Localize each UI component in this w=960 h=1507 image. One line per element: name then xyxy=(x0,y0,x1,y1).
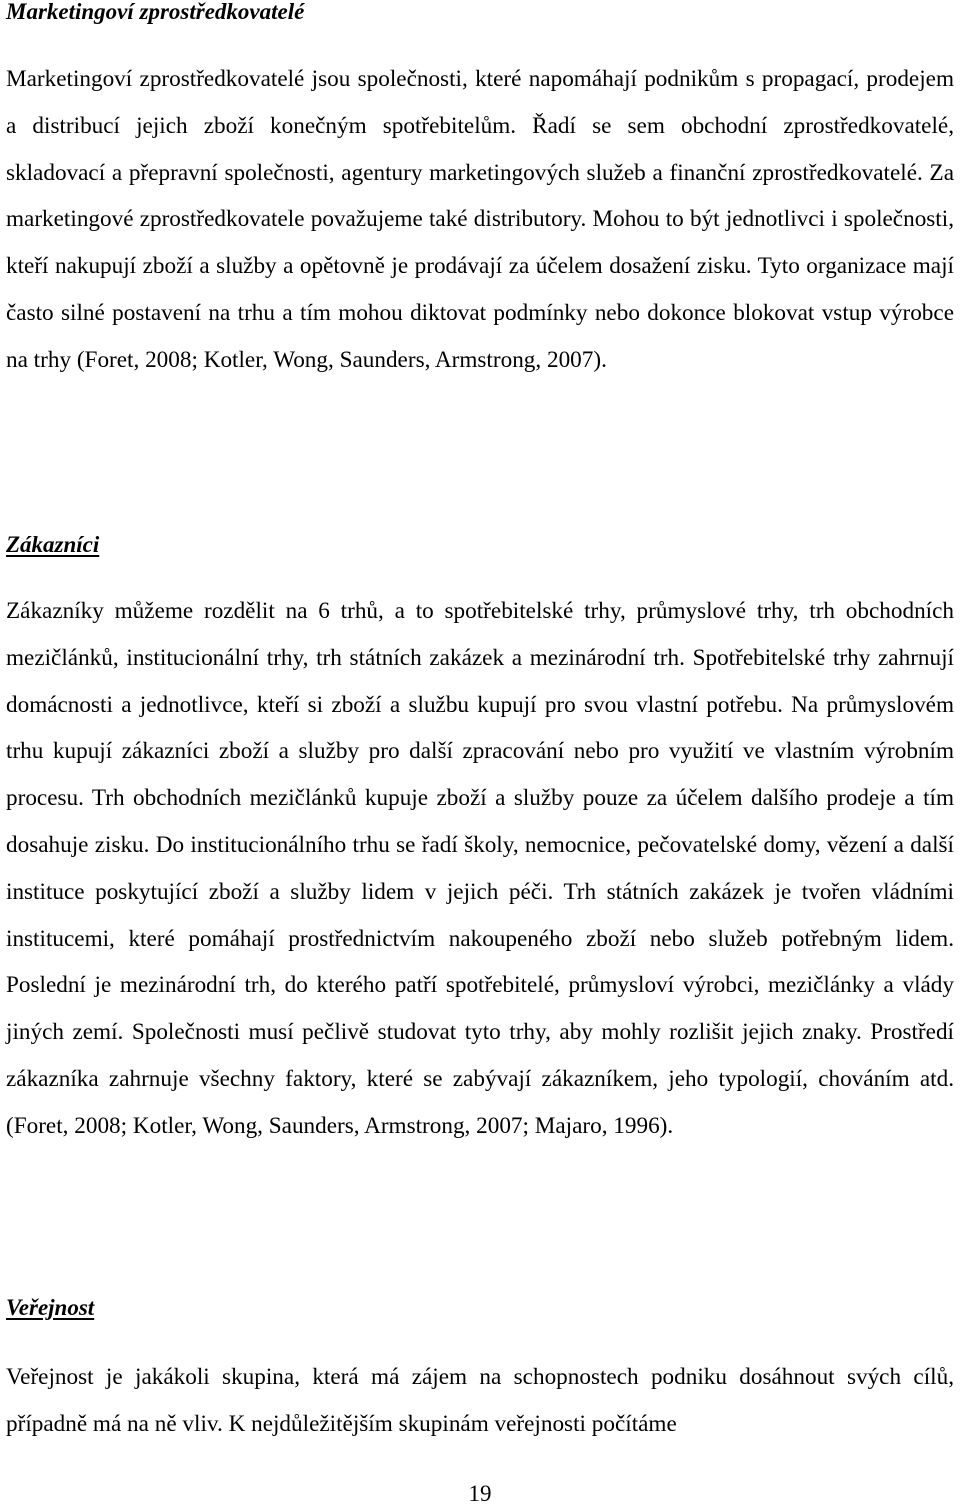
section-heading-public: Veřejnost xyxy=(6,1295,95,1320)
section-paragraph-customers: Zákazníky můžeme rozdělit na 6 trhů, a to spotřebitelské trhy, průmyslové trhy, trh obchodních mezičlánků, institucionální trhy, trh státních zakázek a mezinárodní trh. Spotřebitelské trhy zahrnují domácnosti a jednotlivce, kteří si zboží a službu kupují pro svou vlastní potřebu. Na průmyslovém trhu kupují zákazníci zboží a služby pro další zpracování nebo pro využití ve vlastním výrobním procesu. Trh obchodních mezičlánků kupuje zboží a služby pouze za účelem dalšího prodeje a tím dosahuje zisku. Do institucionálního trhu se řadí školy, nemocnice, pečovatelské domy, vězení a další instituce poskytující zboží a služby lidem v jejich péči. Trh státních zakázek je tvořen vládními institucemi, které pomáhají prostřednictvím nakoupeného zboží nebo služeb potřebným lidem. Poslední je mezinárodní trh, do kterého patří spotřebitelé, průmysloví výrobci, mezičlánky a vlády jiných zemí. Společnosti musí pečlivě studovat tyto trhy, aby mohly rozlišit jejich znaky. Prostředí zákazníka zahrnuje všechny faktory, které se zabývají zákazníkem, jeho typologií, chováním atd. (Foret, 2008; Kotler, Wong, Saunders, Armstrong, 2007; Majaro, 1996). xyxy=(6,598,954,1139)
page-number: 19 xyxy=(468,1481,492,1506)
section-paragraph-public: Veřejnost je jakákoli skupina, která má zájem na schopnostech podniku dosáhnout svých cílů, případně má na ně vliv. K nejdůležitějším skupinám veřejnosti počítáme xyxy=(6,1364,954,1437)
section-paragraph-marketing-intermediaries: Marketingoví zprostředkovatelé jsou společnosti, které napomáhají podnikům s propagací, prodejem a distribucí jejich zboží konečným spotřebitelům. Řadí se sem obchodní zprostředkovatelé, skladovací a přepravní společnosti, agentury marketingových služeb a finanční zprostředkovatelé. Za marketingové zprostředkovatele považujeme také distributory. Mohou to být jednotlivci i společnosti, kteří nakupují zboží a služby a opětovně je prodávají za účelem dosažení zisku. Tyto organizace mají často silné postavení na trhu a tím mohou diktovat podmínky nebo dokonce blokovat vstup výrobce na trhy (Foret, 2008; Kotler, Wong, Saunders, Armstrong, 2007). xyxy=(6,66,954,373)
section-heading-marketing-intermediaries: Marketingoví zprostředkovatelé xyxy=(6,0,305,24)
section-heading-customers: Zákazníci xyxy=(6,532,100,557)
